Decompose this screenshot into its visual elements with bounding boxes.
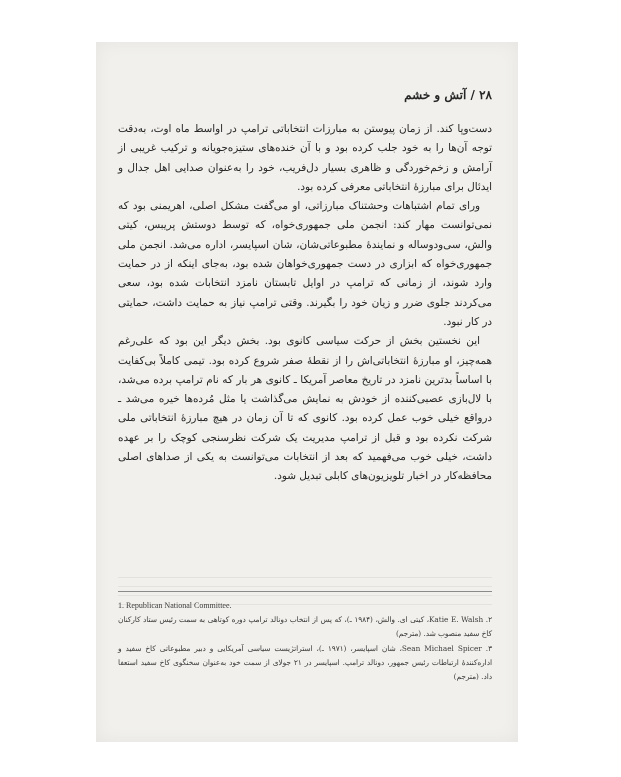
footnotes xyxy=(118,599,492,684)
footnote-1: 1. Republican National Committee. xyxy=(118,601,232,610)
footnote-2: ۲. Katie E. Walsh، کیتی ای. والش، (۱۹۸۴ ـ)، که پس از انتخاب دونالد ترامپ دوره کوتاهی به سمت رئیس ستاد کارکنان کاخ سفید منصوب شد. (مترجم) xyxy=(118,615,492,639)
footnote-divider xyxy=(118,591,492,592)
paragraph-1: دست‌وپا کند. از زمان پیوستن به مبارزات انتخاباتی ترامپ در اواسط ماه اوت، به‌دقت توجه آن‌ها را به خود جلب کرده بود و با آن خنده‌های ستیزه‌جویانه و ترکیب غریبی از آرامش و زخم‌خوردگی و ظاهری بسیار دل‌فریب، خود را به‌عنوان صدایی اهل جدال و ایدئال برای مبارزهٔ انتخاباتی معرفی کرده بود. xyxy=(118,123,492,193)
paragraph-3: این نخستین بخش از حرکت سیاسی کانوی بود. بخش دیگر این بود که علی‌رغم همه‌چیز، او مبارزهٔ انتخاباتی‌اش را از نقطهٔ صفر شروع کرده بود. تیمی کاملاً بی‌کفایت با اساساً بدترین نامزد در تاریخ معاصر آمریکا ـ کانوی هر بار که نام ترامپ برده می‌شد، با لال‌بازی عصبی‌کننده از خودش به نمایش می‌گذاشت یا مثل مُرده‌ها خیره می‌شد ـ درواقع خیلی خوب عمل کرده بود. کانوی که تا آن زمان در هیچ مبارزهٔ انتخاباتی ملی شرکت نکرده بود و قبل از ترامپ مدیریت یک شرکت نظرسنجی کوچک را بر عهده داشت، خیلی خوب می‌فهمید که بعد از انتخابات می‌توانست به یکی از صداهای اصلی محافظه‌کار در اخبار تلویزیون‌های کابلی تبدیل شود. xyxy=(118,335,492,483)
footnote-3: ۳. Sean Michael Spicer، شان اسپایسر، (۱۹۷۱ ـ)، استراتژیست سیاسی آمریکایی و دبیر مطبوعاتی کاخ سفید و اداره‌کنندهٔ ارتباطات رئیس جمهور، دونالد ترامپ. اسپایسر در ۲۱ جولای از سمت خود به‌عنوان سخنگوی کاخ سفید استعفا داد. (مترجم) xyxy=(118,643,492,682)
running-head: ۲۸ / آتش و خشم xyxy=(404,88,492,102)
body-text xyxy=(118,120,492,487)
paragraph-2: ورای تمام اشتباهات وحشتناک مبارزاتی، او می‌گفت مشکل اصلی، اهریمنی بود که نمی‌توانست مهار کند: انجمن ملی جمهوری‌خواه، که توسط دوستش پریبس، کیتی والش، سی‌ودوساله و نمایندهٔ مطبوعاتی‌شان، شان اسپایسر، اداره می‌شد. انجمن ملی جمهوری‌خواه که ابزاری در دست جمهوری‌خواهان شده بود، به‌جای اینکه از در حمایت وارد شوند، از زمانی که ترامپ در اوایل تابستان نامزد انتخابات شده بود، سعی می‌کردند جلوی ضرر و زیان خود را بگیرند. وقتی ترامپ نیاز به حمایت داشت، حمایتی در کار نبود. xyxy=(118,200,492,328)
book-page xyxy=(96,42,518,742)
